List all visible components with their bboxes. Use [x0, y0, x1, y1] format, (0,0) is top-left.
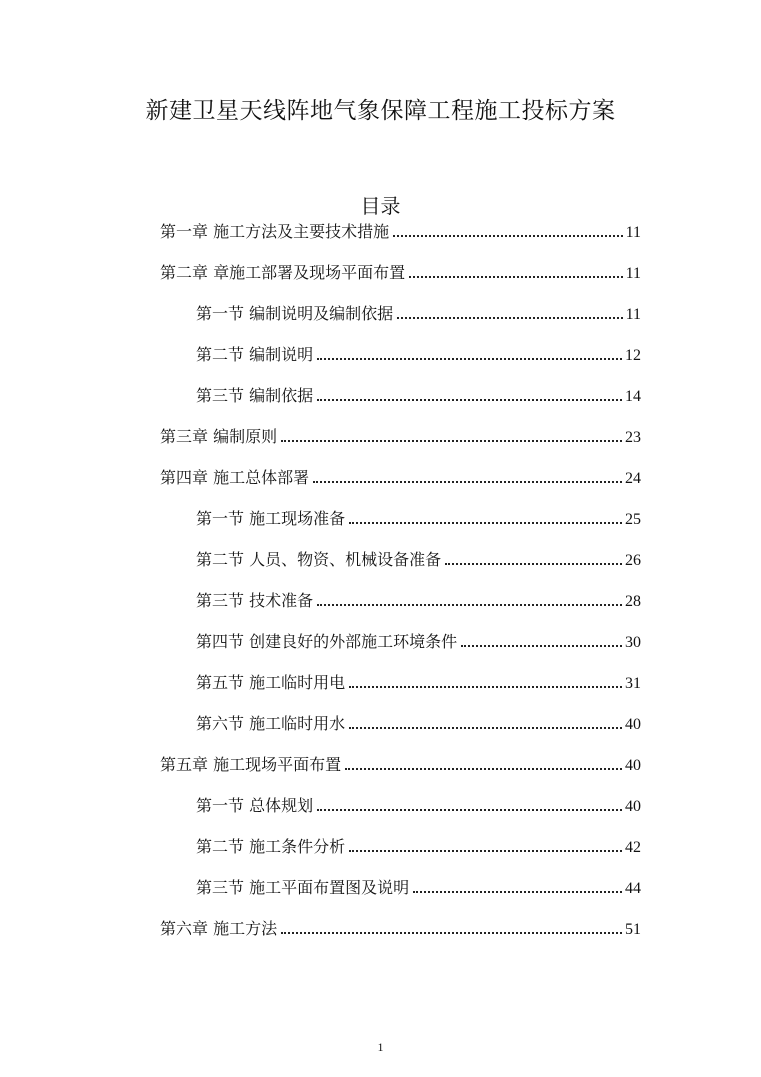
toc-entry-page: 44	[625, 880, 641, 897]
toc-entry[interactable]	[196, 792, 641, 820]
toc-entry-label: 第三节 技术准备	[196, 591, 314, 610]
toc-entry-label: 第三节 编制依据	[196, 386, 314, 405]
toc-dot-leader	[317, 603, 622, 606]
toc-dot-leader	[281, 931, 622, 934]
toc-dot-leader	[349, 726, 622, 729]
toc-dot-leader	[317, 398, 622, 401]
toc-dot-leader	[445, 562, 622, 565]
toc-entry[interactable]	[196, 546, 641, 574]
toc-dot-leader	[393, 234, 623, 237]
toc-dot-leader	[461, 644, 622, 647]
toc-dot-leader	[349, 521, 622, 524]
toc-entry-label: 第一节 施工现场准备	[196, 509, 346, 528]
toc-entry-page: 40	[625, 798, 641, 815]
toc-dot-leader	[349, 685, 622, 688]
toc-entry-page: 51	[625, 921, 641, 938]
toc-dot-leader	[349, 849, 622, 852]
toc-entry-label: 第三节 施工平面布置图及说明	[196, 878, 410, 897]
toc-entry[interactable]	[160, 259, 641, 287]
toc-heading: 目录	[360, 194, 401, 218]
toc-entry-label: 第一节 编制说明及编制依据	[196, 304, 394, 323]
toc-entry[interactable]	[160, 423, 641, 451]
toc-entry-page: 28	[625, 593, 641, 610]
toc-entry-page: 26	[625, 552, 641, 569]
toc-entry-label: 第五节 施工临时用电	[196, 673, 346, 692]
toc-entry-page: 40	[625, 716, 641, 733]
toc-entry-label: 第二节 人员、物资、机械设备准备	[196, 550, 442, 569]
toc-entry[interactable]	[196, 874, 641, 902]
toc-entry[interactable]	[160, 218, 641, 246]
toc-entry[interactable]	[196, 300, 641, 328]
toc-entry[interactable]	[160, 915, 641, 943]
toc-entry-label: 第四章 施工总体部署	[160, 468, 310, 487]
toc-entry[interactable]	[196, 710, 641, 738]
toc-entry-page: 11	[625, 265, 641, 282]
toc-entry-page: 40	[625, 757, 641, 774]
toc-dot-leader	[413, 890, 622, 893]
document-title: 新建卫星天线阵地气象保障工程施工投标方案	[145, 98, 616, 124]
toc-entry-label: 第一章 施工方法及主要技术措施	[160, 222, 390, 241]
toc-entry-label: 第二章 章施工部署及现场平面布置	[160, 263, 406, 282]
toc-dot-leader	[317, 357, 622, 360]
toc-entry-page: 12	[625, 347, 641, 364]
toc-entry[interactable]	[196, 669, 641, 697]
toc-entry-page: 30	[625, 634, 641, 651]
toc-entry[interactable]	[196, 628, 641, 656]
toc-entry-label: 第一节 总体规划	[196, 796, 314, 815]
toc-entry-label: 第五章 施工现场平面布置	[160, 755, 342, 774]
toc-entry[interactable]	[196, 833, 641, 861]
toc-entry-label: 第三章 编制原则	[160, 427, 278, 446]
toc-dot-leader	[313, 480, 622, 483]
toc-entry-page: 11	[625, 306, 641, 323]
toc-entry-page: 11	[625, 224, 641, 241]
toc-entry[interactable]	[196, 505, 641, 533]
toc-entry-label: 第六章 施工方法	[160, 919, 278, 938]
toc-entry[interactable]	[160, 751, 641, 779]
toc-entry-label: 第二节 编制说明	[196, 345, 314, 364]
toc-dot-leader	[397, 316, 623, 319]
toc-entry-page: 14	[625, 388, 641, 405]
toc-dot-leader	[409, 275, 623, 278]
toc-entry-page: 31	[625, 675, 641, 692]
toc-entry-page: 24	[625, 470, 641, 487]
toc-entry-page: 25	[625, 511, 641, 528]
page-number: 1	[377, 1040, 384, 1054]
toc-entry-label: 第六节 施工临时用水	[196, 714, 346, 733]
toc-entry[interactable]	[196, 341, 641, 369]
toc-entry-page: 23	[625, 429, 641, 446]
toc-entry-label: 第四节 创建良好的外部施工环境条件	[196, 632, 458, 651]
toc-entry-page: 42	[625, 839, 641, 856]
toc-entry-label: 第二节 施工条件分析	[196, 837, 346, 856]
toc-dot-leader	[281, 439, 622, 442]
toc-dot-leader	[345, 767, 622, 770]
toc-entry[interactable]	[196, 587, 641, 615]
toc-dot-leader	[317, 808, 622, 811]
toc-entry[interactable]	[160, 464, 641, 492]
toc-entry[interactable]	[196, 382, 641, 410]
